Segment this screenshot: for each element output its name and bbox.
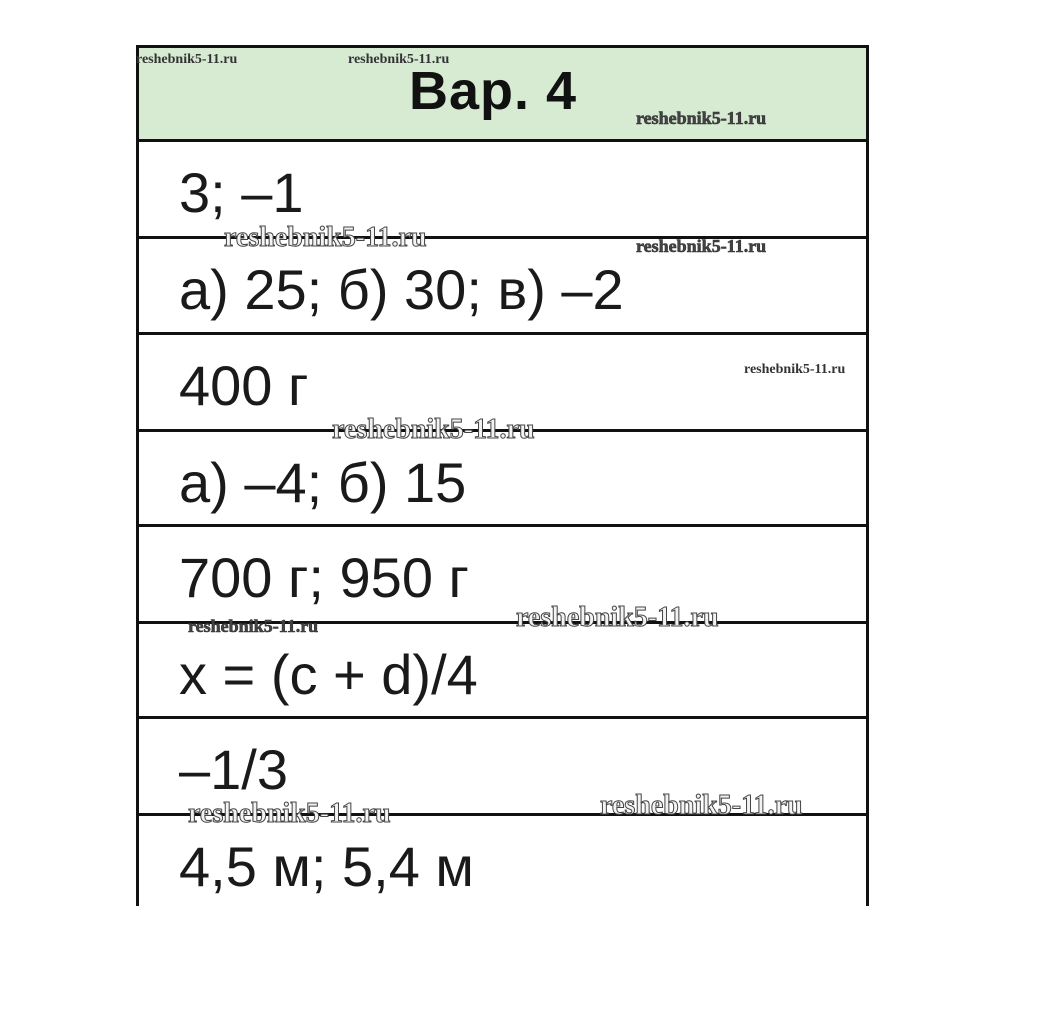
watermark: reshebnik5-11.ru (188, 798, 391, 829)
watermark: reshebnik5-11.ru (600, 790, 803, 821)
watermark: reshebnik5-11.ru (188, 616, 319, 636)
watermark: reshebnik5-11.ru (516, 602, 719, 633)
answer-6: x = (c + d)/4 (179, 643, 478, 706)
answer-table (136, 45, 869, 906)
answer-3: 400 г (179, 354, 309, 417)
answer-5: 700 г; 950 г (179, 546, 469, 609)
watermark: reshebnik5-11.ru (332, 414, 535, 445)
watermark: reshebnik5-11.ru (224, 222, 427, 253)
answer-2: а) 25; б) 30; в) –2 (179, 258, 624, 321)
answer-8: 4,5 м; 5,4 м (179, 835, 474, 898)
watermark: reshebnik5-11.ru (348, 52, 450, 67)
table-row (139, 432, 866, 527)
answer-1: 3; –1 (179, 161, 304, 224)
answer-7: –1/3 (179, 738, 288, 801)
watermark: reshebnik5-11.ru (744, 362, 846, 377)
watermark: reshebnik5-11.ru (636, 108, 767, 128)
table-row (139, 624, 866, 719)
watermark: reshebnik5-11.ru (136, 52, 238, 67)
variant-title: Вар. 4 (409, 61, 578, 121)
table-row (139, 527, 866, 624)
answer-4: а) –4; б) 15 (179, 451, 467, 514)
watermark: reshebnik5-11.ru (636, 236, 767, 256)
